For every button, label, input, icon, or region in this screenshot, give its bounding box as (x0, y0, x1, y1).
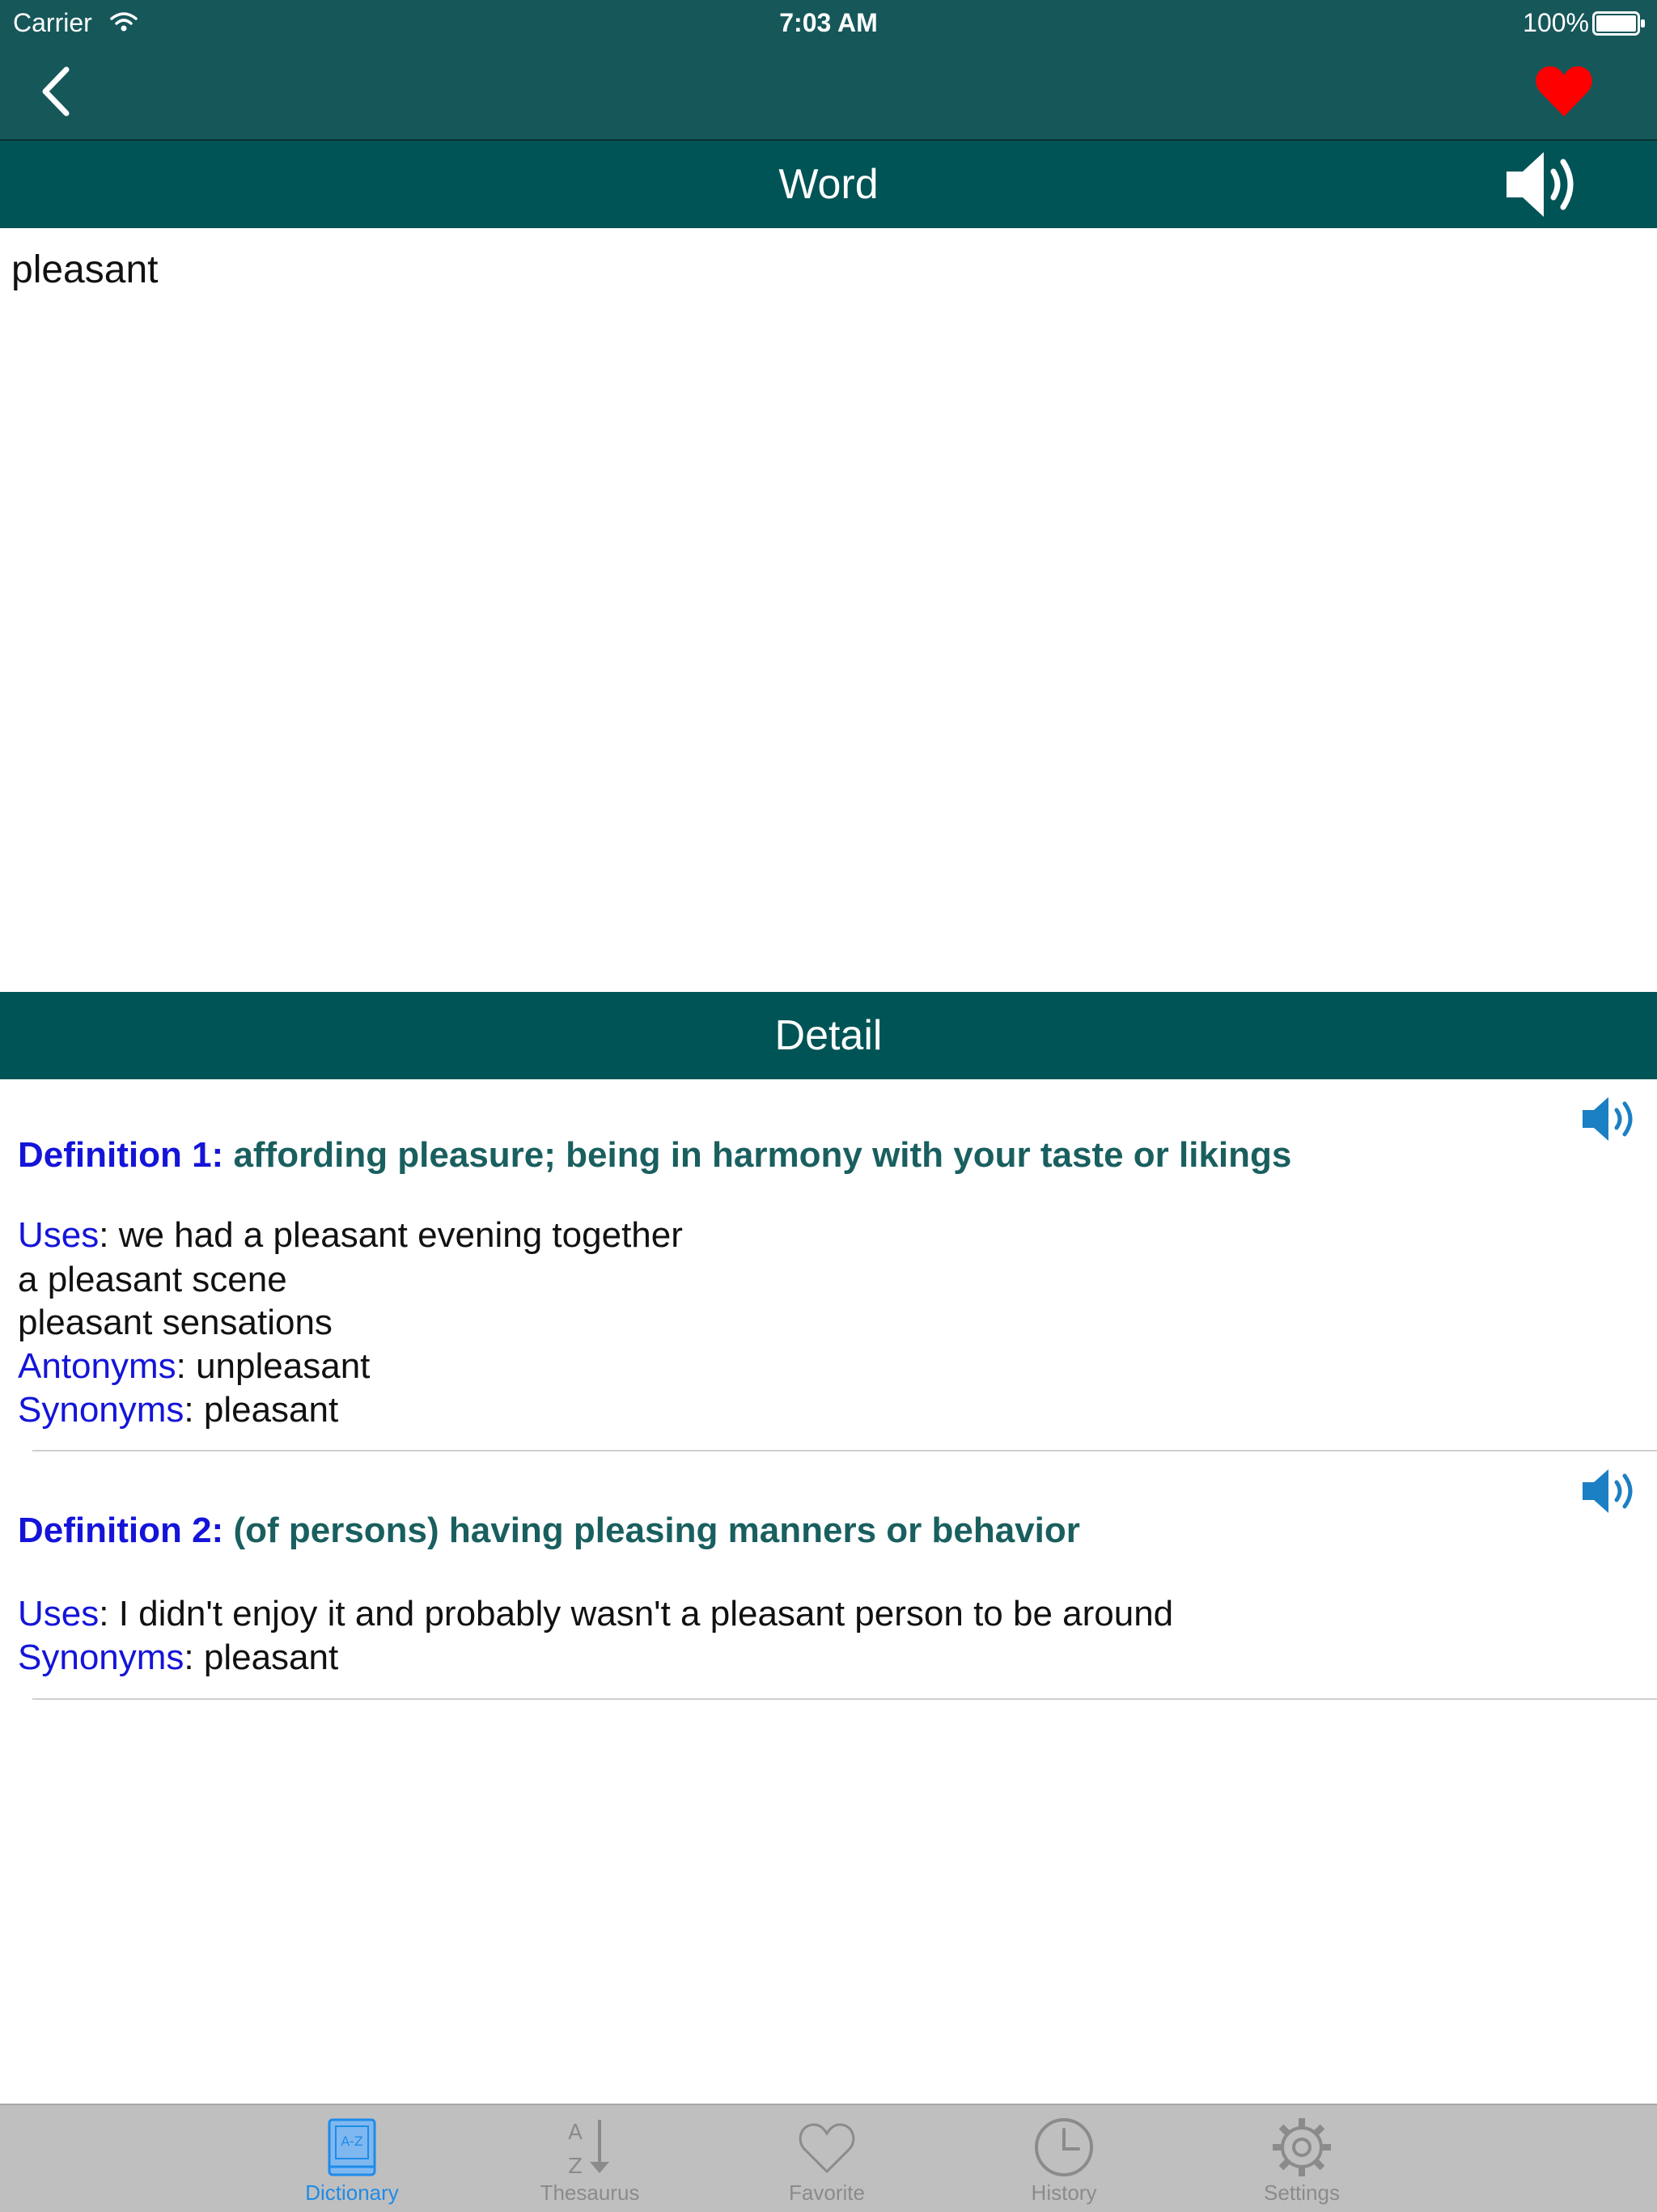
antonyms-text: : unpleasant (176, 1346, 371, 1386)
definition-2-label: Definition 2: (18, 1511, 224, 1550)
definition-1-speaker-icon[interactable] (1581, 1094, 1641, 1144)
uses-key: Uses (18, 1215, 100, 1255)
use-text: : we had a pleasant evening together (99, 1215, 683, 1255)
speaker-icon[interactable] (1503, 147, 1584, 222)
tab-label: Thesaurus (540, 2180, 640, 2205)
clock-icon (1032, 2115, 1096, 2180)
tab-bar (0, 2104, 1657, 2212)
status-time: 7:03 AM (779, 8, 878, 37)
definition-divider (32, 1450, 1657, 1451)
detail-header-title: Detail (774, 1012, 883, 1059)
tab-settings[interactable] (1213, 2105, 1391, 2212)
definition-1-label: Definition 1: (18, 1135, 224, 1175)
uses-key: Uses (18, 1594, 100, 1634)
definition-1-use-line-3: pleasant sensations (18, 1303, 333, 1342)
word-header-title: Word (778, 161, 879, 208)
word-text: pleasant (11, 248, 159, 291)
definition-1-synonyms (18, 1388, 338, 1432)
tab-dictionary[interactable] (263, 2105, 441, 2212)
gear-icon (1269, 2115, 1334, 2180)
definition-1-use-line-2: a pleasant scene (18, 1260, 287, 1299)
definition-2-title (18, 1508, 1080, 1553)
synonyms-key: Synonyms (18, 1638, 184, 1677)
svg-text:A: A (568, 2121, 583, 2145)
tab-favorite[interactable] (738, 2105, 916, 2212)
battery-icon (1592, 11, 1646, 36)
svg-text:A-Z: A-Z (341, 2134, 363, 2149)
definition-2-synonyms (18, 1636, 338, 1680)
battery-percent: 100% (1523, 8, 1589, 37)
svg-text:Z: Z (568, 2155, 583, 2179)
navigation-bar (0, 0, 1657, 141)
definition-1-uses (18, 1214, 683, 1257)
favorite-heart-button[interactable] (1534, 63, 1594, 120)
synonyms-text: : pleasant (184, 1390, 339, 1430)
definition-2-uses (18, 1592, 1173, 1636)
definition-1-antonyms (18, 1345, 370, 1388)
tab-thesaurus[interactable] (501, 2105, 679, 2212)
az-sort-icon (557, 2115, 622, 2180)
carrier-label: Carrier (13, 8, 92, 37)
back-button[interactable] (36, 63, 78, 120)
definition-divider (32, 1698, 1657, 1700)
heart-outline-icon (795, 2115, 859, 2180)
word-section-header (0, 141, 1657, 228)
definition-2-speaker-icon[interactable] (1581, 1466, 1641, 1516)
definition-1-title (18, 1133, 1291, 1178)
tab-label: Settings (1264, 2180, 1340, 2205)
definition-1-text: affording pleasure; being in harmony with your taste or likings (233, 1135, 1292, 1175)
tab-label: History (1031, 2180, 1097, 2205)
antonyms-key: Antonyms (18, 1346, 176, 1386)
use-text: : I didn't enjoy it and probably wasn't a pleasant person to be around (99, 1594, 1174, 1634)
detail-section-header (0, 992, 1657, 1079)
synonyms-text: : pleasant (184, 1638, 339, 1677)
definition-2-text: (of persons) having pleasing manners or behavior (233, 1511, 1080, 1550)
tab-label: Dictionary (305, 2180, 399, 2205)
dictionary-book-icon (320, 2115, 384, 2180)
synonyms-key: Synonyms (18, 1390, 184, 1430)
tab-label: Favorite (789, 2180, 865, 2205)
tab-history[interactable] (975, 2105, 1153, 2212)
